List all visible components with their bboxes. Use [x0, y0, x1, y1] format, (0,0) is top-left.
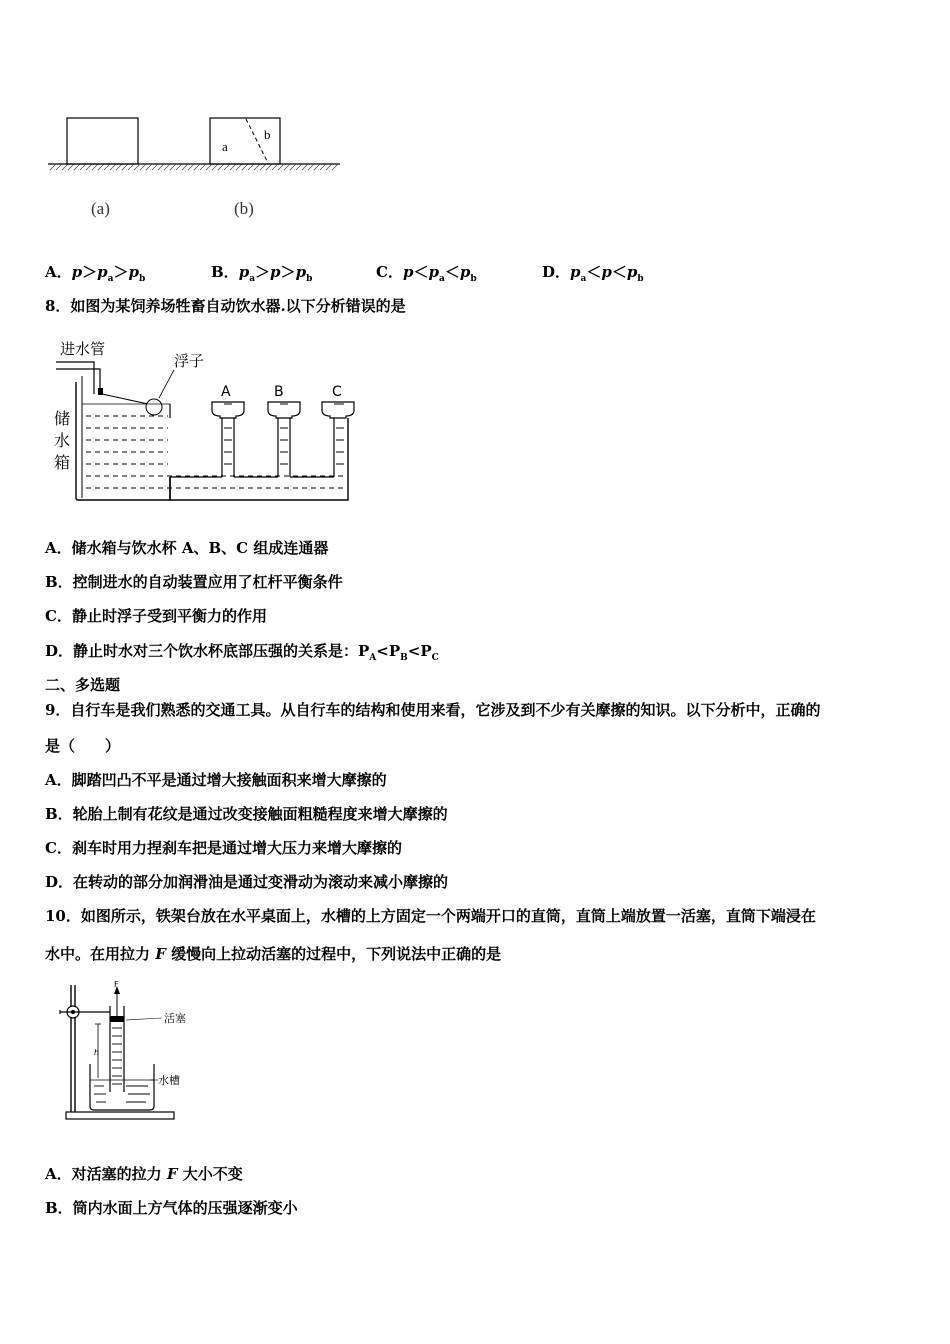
q10-option-a: A．对活塞的拉力 F 大小不变 [45, 1165, 243, 1183]
force-label: F [114, 980, 119, 989]
q7-option-a: A．$p>p_a>p_b$ [45, 263, 146, 284]
q8-stem: 8．如图为某饲养场牲畜自动饮水器.以下分析错误的是 [45, 297, 406, 315]
q7-option-b: B．$p_a>p>p_b$ [211, 263, 313, 284]
q8-option-b: B．控制进水的自动装置应用了杠杆平衡条件 [45, 573, 343, 591]
q9-stem-line1: 9．自行车是我们熟悉的交通工具。从自行车的结构和使用来看，它涉及到不少有关摩擦的知识。以下分析中，正确的 [45, 701, 821, 719]
part-a-label: a [222, 139, 228, 154]
q9-option-b: B．轮胎上制有花纹是通过改变接触面粗糙程度来增大摩擦的 [45, 805, 448, 823]
tank-label-2: 水 [54, 431, 71, 450]
q7-options [45, 262, 925, 282]
height-label: h [94, 1048, 100, 1057]
float-ball [146, 399, 162, 415]
q9-option-a: A．脚踏凹凸不平是通过增大接触面积来增大摩擦的 [45, 771, 387, 789]
q10-stem-line1: 10．如图所示，铁架台放在水平桌面上，水槽的上方固定一个两端开口的直筒，直筒上端放置一活塞，直筒下端浸在 [45, 907, 816, 925]
block-a [67, 118, 138, 164]
q10-stem-line2: 水中。在用拉力 F 缓慢向上拉动活塞的过程中，下列说法中正确的是 [45, 945, 502, 963]
caption-a: (a) [91, 199, 110, 218]
cup-a-label: A [221, 384, 231, 400]
cup-c-label: C [332, 384, 342, 400]
q8-option-d: D．静止时水对三个饮水杯底部压强的关系是：$P_A<P_B<P_C$ [45, 642, 439, 663]
section-heading: 二、多选题 [45, 676, 121, 694]
q9-option-d: D．在转动的部分加润滑油是通过变滑动为滚动来减小摩擦的 [45, 873, 449, 891]
piston-label: 活塞 [164, 1012, 186, 1025]
q10-option-b: B．筒内水面上方气体的压强逐渐变小 [45, 1199, 298, 1217]
caption-b: (b) [234, 199, 254, 218]
piston [110, 1016, 124, 1022]
drinker-figure [52, 338, 357, 508]
cup-b-label: B [274, 384, 284, 400]
block-figure [40, 105, 350, 230]
q7-option-c: C．$p<p_a<p_b$ [376, 263, 477, 284]
q9-option-c: C．刹车时用力捏刹车把是通过增大压力来增大摩擦的 [45, 839, 402, 857]
q8-option-a: A．储水箱与饮水杯 A、B、C 组成连通器 [45, 539, 329, 557]
q8-option-c: C．静止时浮子受到平衡力的作用 [45, 607, 267, 625]
q7-option-d: D．$p_a<p<p_b$ [542, 263, 644, 284]
inlet-label: 进水管 [60, 340, 106, 358]
q9-stem-line2: 是（ ） [45, 737, 121, 755]
piston-figure [52, 980, 212, 1125]
part-b-label: b [264, 127, 271, 142]
tank-label-3: 箱 [54, 453, 71, 472]
float-label: 浮子 [174, 352, 205, 370]
tank-label-1: 储 [54, 409, 71, 428]
trough-label: 水槽 [158, 1074, 180, 1087]
